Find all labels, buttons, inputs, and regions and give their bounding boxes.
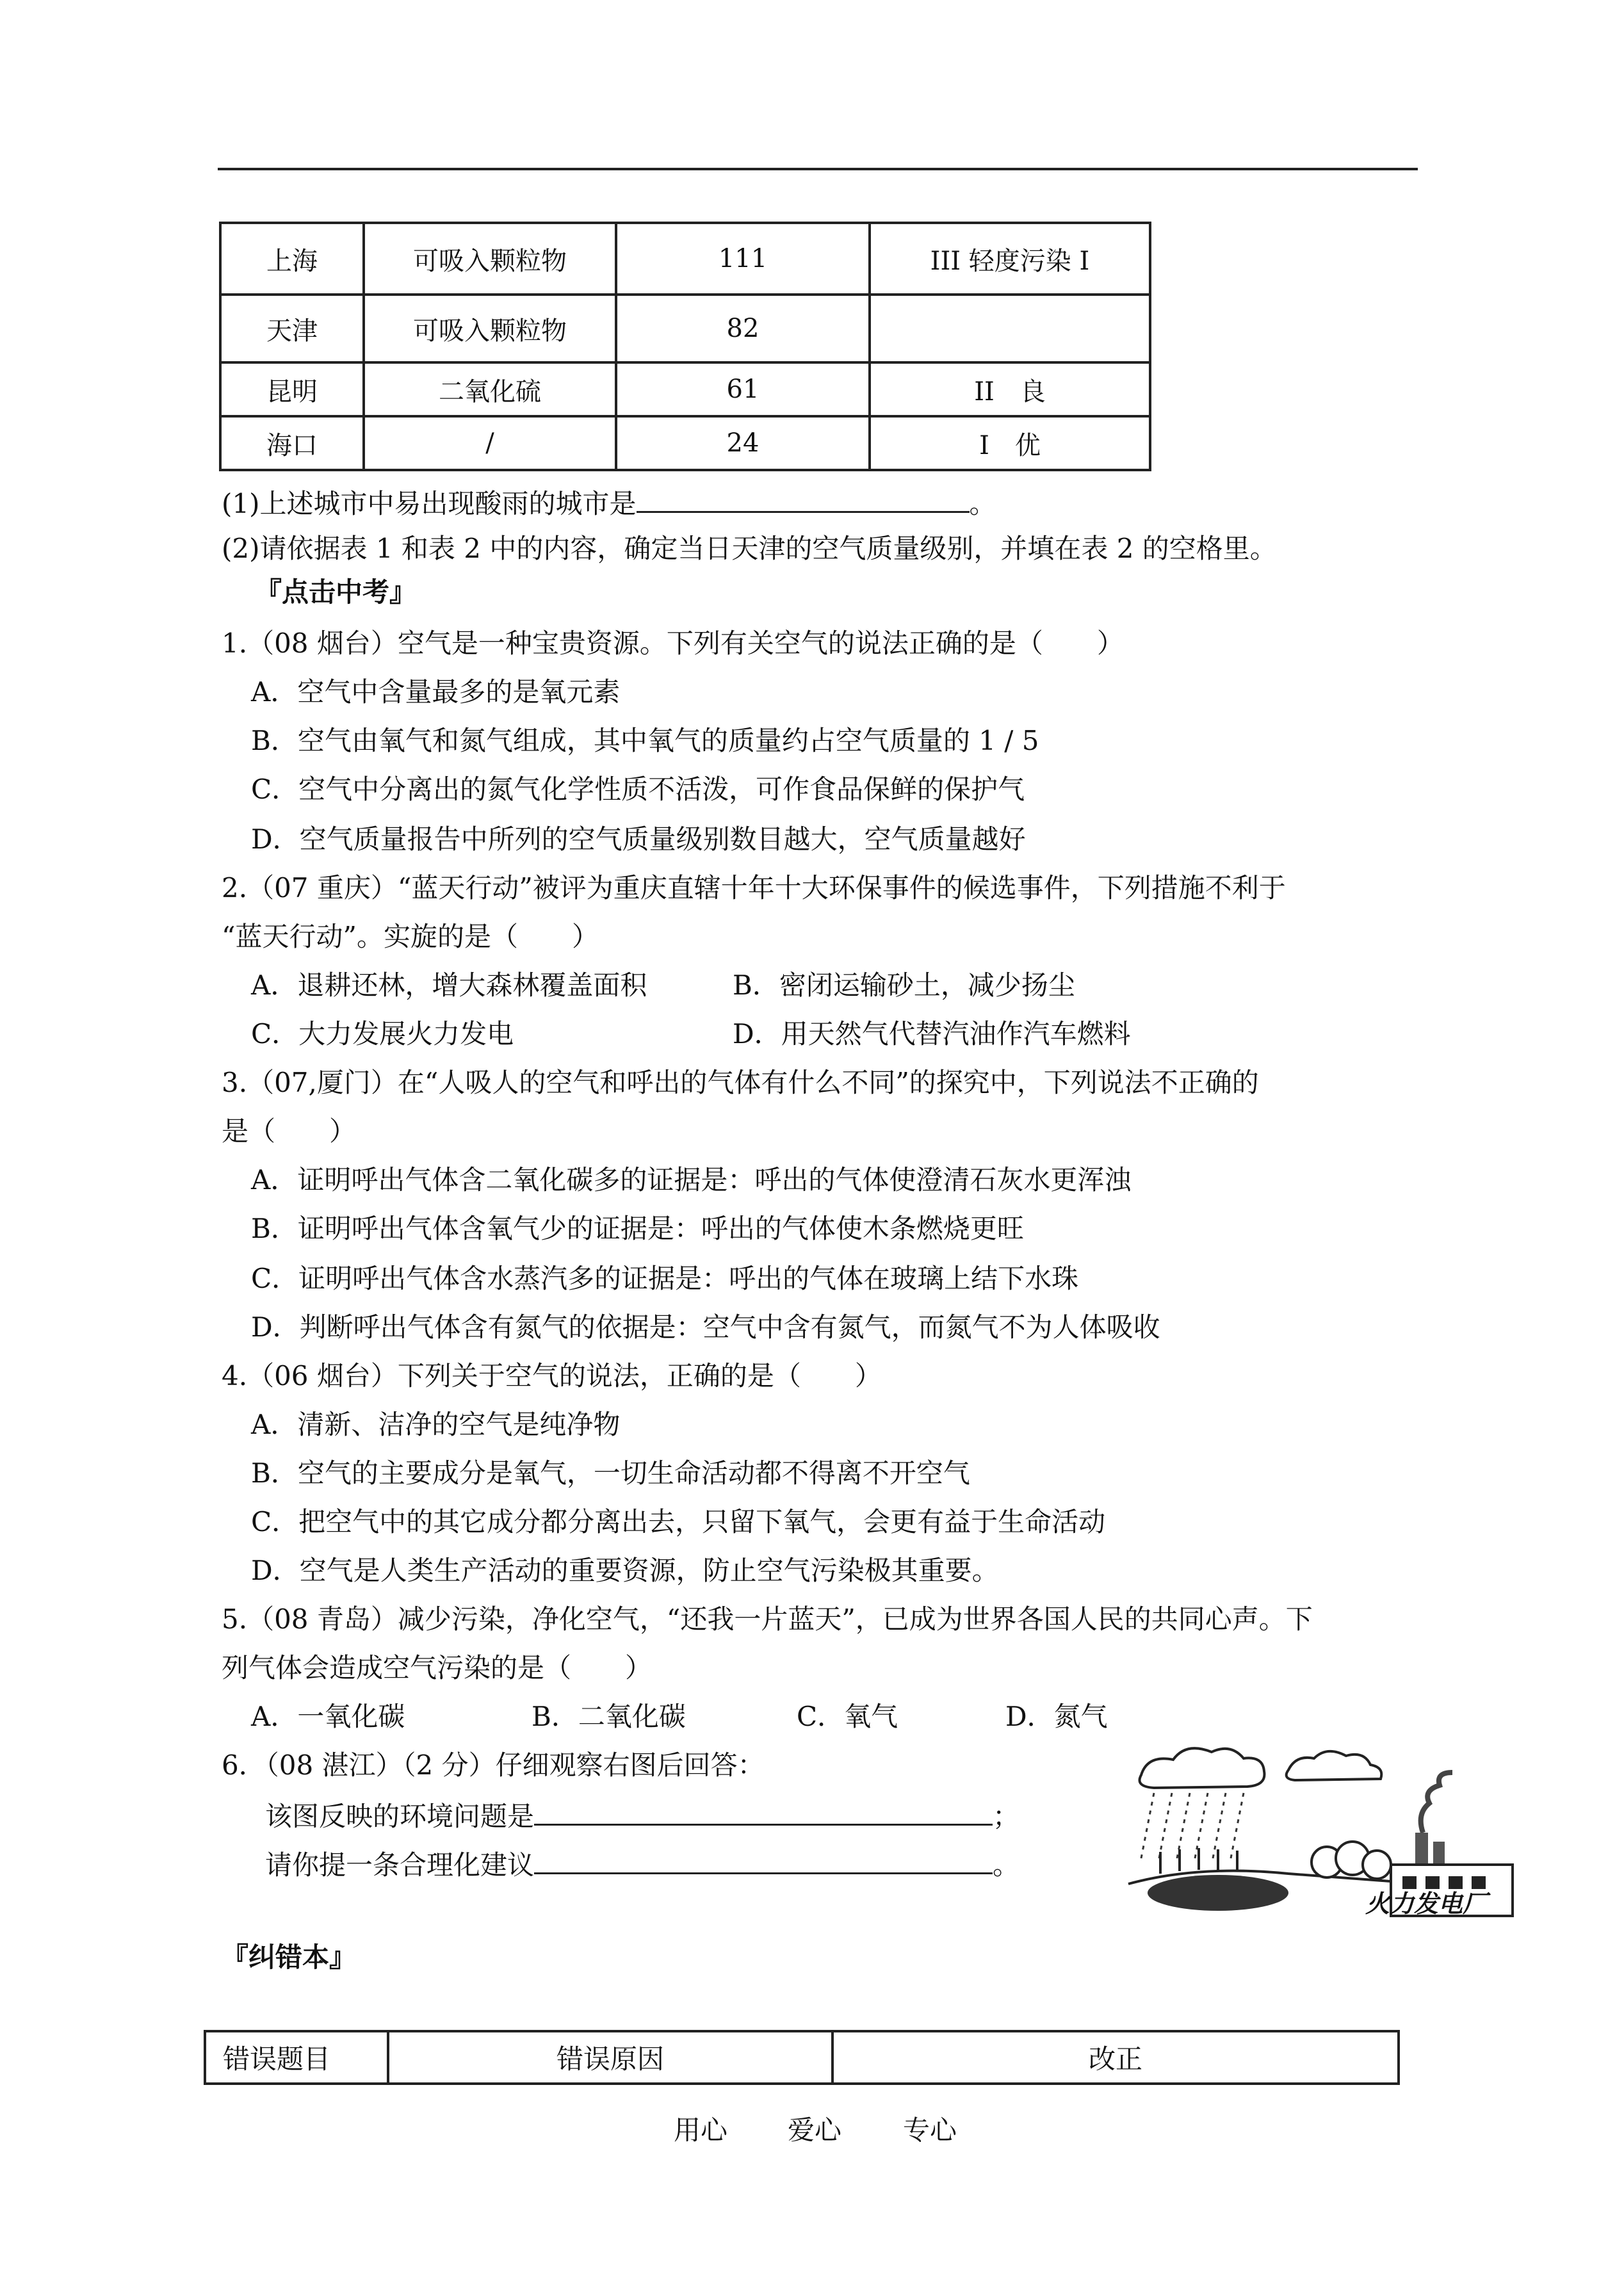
question-5-option-b: B．二氧化碳: [532, 1701, 686, 1732]
question-5-stem-line2: 列气体会造成空气污染的是（ ）: [222, 1652, 653, 1683]
question-acid-rain: [222, 488, 996, 517]
air-quality-table: [219, 222, 1151, 471]
question-end: ；: [993, 1801, 1020, 1832]
cloud-right-icon: [1287, 1751, 1382, 1780]
question-4-stem: 4.（06 烟台）下列关于空气的说法，正确的是（ ）: [222, 1360, 882, 1391]
question-tianjin-level: (2)请依据表 1 和表 2 中的内容，确定当日天津的空气质量级别，并填在表 2 的空格里。: [222, 533, 1277, 564]
question-2-option-c: C．大力发展火力发电: [251, 1018, 514, 1050]
question-2-stem-line1: 2.（07 重庆）“蓝天行动”被评为重庆直辖十年十大环保事件的候选事件，下列措施不利于: [222, 872, 1286, 904]
index-cell: 24: [616, 416, 870, 470]
index-cell: 111: [616, 223, 870, 295]
answer-blank[interactable]: [534, 1849, 993, 1874]
index-cell: 61: [616, 362, 870, 416]
question-4-option-c: C．把空气中的其它成分都分离出去，只留下氧气，会更有益于生命活动: [251, 1506, 1106, 1537]
index-cell: 82: [616, 295, 870, 362]
question-end: 。: [993, 1849, 1020, 1881]
cloud-left-icon: [1140, 1748, 1265, 1788]
question-3-stem-line2: 是（ ）: [222, 1115, 357, 1147]
question-text: 请你提一条合理化建议: [265, 1849, 535, 1881]
question-5-option-d: D．氮气: [1005, 1701, 1108, 1732]
question-3-option-b: B．证明呼出气体含氧气少的证据是：呼出的气体使木条燃烧更旺: [251, 1213, 1024, 1244]
table-row: [205, 2031, 1399, 2084]
smoke-icon: [1421, 1772, 1452, 1833]
pollutant-cell: /: [364, 416, 616, 470]
header-correction: 改正: [832, 2031, 1399, 2084]
answer-blank[interactable]: [534, 1801, 993, 1826]
table-row: [220, 223, 1150, 295]
question-4-option-d: D．空气是人类生产活动的重要资源，防止空气污染极其重要。: [251, 1555, 999, 1586]
level-cell: III 轻度污染 I: [870, 223, 1150, 295]
rain-icon: [1141, 1793, 1244, 1858]
city-cell: 昆明: [220, 362, 364, 416]
question-4-option-a: A．清新、洁净的空气是纯净物: [251, 1409, 621, 1440]
question-3-option-d: D．判断呼出气体含有氮气的依据是：空气中含有氮气，而氮气不为人体吸收: [251, 1311, 1160, 1343]
pollutant-cell: 可吸入颗粒物: [364, 223, 616, 295]
section-heading-errors: 『纠错本』: [222, 1942, 357, 1973]
answer-blank[interactable]: [637, 488, 970, 513]
question-3-option-c: C．证明呼出气体含水蒸汽多的证据是：呼出的气体在玻璃上结下水珠: [251, 1263, 1079, 1294]
question-1-option-a: A．空气中含量最多的是氧元素: [251, 676, 621, 708]
figure-label: 火力发电厂: [1365, 1889, 1488, 1918]
question-6-line1: [265, 1801, 1019, 1830]
question-text: 该图反映的环境问题是: [265, 1801, 535, 1832]
question-5-stem-line1: 5.（08 青岛）减少污染，净化空气，“还我一片蓝天”，已成为世界各国人民的共同心声。下: [222, 1603, 1313, 1635]
error-correction-table: [204, 2030, 1400, 2085]
table-row: [220, 295, 1150, 362]
footer-word: 爱心: [788, 2114, 842, 2146]
question-1-option-d: D．空气质量报告中所列的空气质量级别数目越大，空气质量越好: [251, 823, 1026, 855]
power-plant-acid-rain-illustration: [1122, 1737, 1519, 1922]
city-cell: 天津: [220, 295, 364, 362]
city-cell: 海口: [220, 416, 364, 470]
header-rule: [218, 168, 1418, 170]
polluted-pond-icon: [1148, 1875, 1288, 1911]
footer-word: 用心: [674, 2114, 728, 2146]
section-heading-exam: 『点击中考』: [255, 576, 417, 608]
question-3-stem-line1: 3.（07,厦门）在“人吸人的空气和呼出的气体有什么不同”的探究中，下列说法不正确的: [222, 1067, 1259, 1098]
header-error-reason: 错误原因: [388, 2031, 832, 2084]
level-cell: II 良: [870, 362, 1150, 416]
question-2-option-a: A．退耕还林，增大森林覆盖面积: [251, 969, 647, 1001]
level-cell: I 优: [870, 416, 1150, 470]
city-cell: 上海: [220, 223, 364, 295]
question-1-option-c: C．空气中分离出的氮气化学性质不活泼，可作食品保鲜的保护气: [251, 774, 1025, 805]
question-1-option-b: B．空气由氧气和氮气组成，其中氧气的质量约占空气质量的 1 / 5: [251, 725, 1039, 756]
question-3-option-a: A．证明呼出气体含二氧化碳多的证据是：呼出的气体使澄清石灰水更浑浊: [251, 1164, 1132, 1196]
table-row: [220, 362, 1150, 416]
question-1-stem: 1.（08 烟台）空气是一种宝贵资源。下列有关空气的说法正确的是（ ）: [222, 628, 1124, 659]
footer-word: 专心: [903, 2114, 957, 2146]
question-5-option-a: A．一氧化碳: [251, 1701, 405, 1732]
question-2-option-b: B．密闭运输砂土，减少扬尘: [733, 969, 1075, 1001]
header-wrong-question: 错误题目: [205, 2031, 388, 2084]
question-5-option-c: C．氧气: [797, 1701, 898, 1732]
question-end: 。: [969, 488, 996, 519]
question-text: (1)上述城市中易出现酸雨的城市是: [222, 488, 637, 519]
pollutant-cell: 二氧化硫: [364, 362, 616, 416]
question-2-stem-line2: “蓝天行动”。实旋的是（ ）: [222, 921, 599, 952]
question-6-stem: 6．（08 湛江）（2 分）仔细观察右图后回答：: [222, 1749, 765, 1781]
question-2-option-d: D．用天然气代替汽油作汽车燃料: [733, 1018, 1131, 1050]
pollutant-cell: 可吸入颗粒物: [364, 295, 616, 362]
question-4-option-b: B．空气的主要成分是氧气，一切生命活动都不得离不开空气: [251, 1457, 970, 1489]
table-row: [220, 416, 1150, 470]
question-6-line2: [265, 1849, 1019, 1879]
level-cell: [870, 295, 1150, 362]
